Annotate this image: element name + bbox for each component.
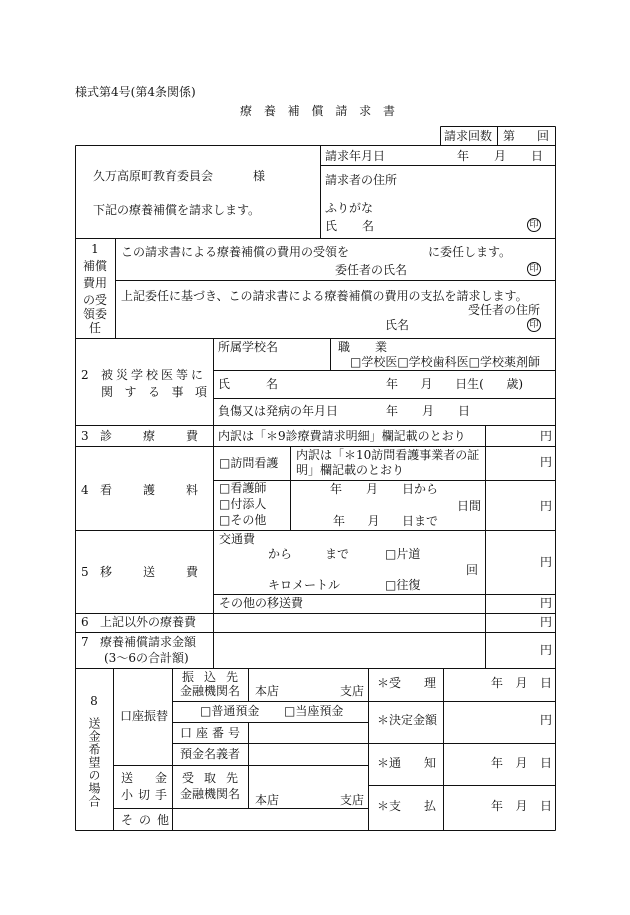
delegation-label-line: の受 — [82, 293, 107, 307]
claimant-seal-mark: 印 — [527, 218, 541, 232]
delegation-label-line: 1 — [91, 242, 99, 256]
account-transfer-label: 口座振替 — [120, 709, 169, 723]
school-label: 所属学校名 — [218, 340, 279, 354]
recipient-bank-label-line2: 金融機関名 — [180, 787, 241, 801]
other-expenses-label: 上記以外の療養費 — [100, 615, 197, 629]
total-sub-label: (3～6の合計額) — [104, 651, 189, 665]
fare-to-label: まで — [325, 547, 350, 561]
total-yen-unit: 円 — [540, 643, 553, 657]
caregiver-option: □看護師 — [219, 481, 267, 495]
office-decided-amount-label: ＊決定金額 — [377, 713, 438, 727]
one-way-checkbox-label: □片道 — [385, 547, 421, 561]
recipient-bank-label-line1: 受 取 先 — [182, 771, 238, 785]
delegation-label-line: 補償 — [82, 259, 107, 273]
transport-section-label: 移 送 費 — [100, 565, 198, 579]
claim-count-label: 請求回数 — [444, 129, 493, 143]
visiting-nursing-yen-unit: 円 — [540, 455, 553, 469]
account-holder-label: 預金名義者 — [180, 747, 241, 761]
victim-section-label-line2: 関 す る 事 項 — [101, 385, 207, 399]
delegate-seal-mark: 印 — [527, 318, 541, 332]
recipient-branch-label: 支店 — [340, 793, 365, 807]
remittance-check-label-line2: 小 切 手 — [121, 788, 167, 802]
fare-label: 交通費 — [219, 532, 256, 546]
visiting-nursing-detail-line1: 内訳は「＊10訪問看護事業者の証 — [296, 448, 480, 462]
delegation-label-line: 任 — [88, 321, 101, 335]
transfer-bank-label-line2: 金融機関名 — [180, 684, 241, 698]
office-received-ymd: 年 月 日 — [491, 676, 552, 690]
office-paid-label: ＊支 払 — [377, 799, 436, 813]
account-number-label: 口 座 番 号 — [180, 726, 240, 740]
delegation-statement-start: この請求書による療養補償の費用の受領を — [121, 245, 350, 259]
office-received-label: ＊受 理 — [377, 676, 436, 690]
claimant-furigana-label: ふりがな — [325, 201, 374, 215]
medical-section-number: 3 — [81, 429, 89, 443]
remittance-label: 送金希望の場合 — [87, 717, 101, 808]
other-expenses-number: 6 — [81, 615, 89, 629]
caregiver-option: □その他 — [219, 513, 267, 527]
delegate-address-label: 受任者の住所 — [468, 303, 541, 317]
delegation-statement-end: に委任します。 — [428, 245, 512, 259]
nursing-period-to: 年 月 日まで — [333, 514, 438, 528]
victim-section-label-line1: 被災学校医等に — [101, 368, 207, 382]
form-number: 様式第4号(第4条関係) — [75, 85, 196, 99]
medical-section-label: 診 療 費 — [100, 429, 198, 443]
request-statement: 下記の療養補償を請求します。 — [93, 203, 261, 217]
claim-count-value: 第 回 — [503, 129, 549, 143]
distance-unit: キロメートル — [268, 578, 341, 592]
transport-section-number: 5 — [81, 565, 89, 579]
victim-name-label: 氏 名 — [218, 377, 278, 391]
occupation-label: 職 業 — [338, 340, 387, 354]
total-number: 7 — [81, 635, 89, 649]
claimant-address-label: 請求者の住所 — [325, 173, 398, 187]
claimant-name-label: 氏 名 — [325, 219, 374, 233]
office-notified-ymd: 年 月 日 — [491, 756, 552, 770]
nursing-days-label: 日間 — [457, 499, 482, 513]
nursing-period-from: 年 月 日から — [330, 482, 438, 496]
transfer-bank-label-line1: 振 込 先 — [182, 670, 238, 684]
caregiver-option: □付添人 — [219, 497, 267, 511]
office-notified-label: ＊通 知 — [377, 756, 436, 770]
recipient-head-office-label: 本店 — [255, 793, 280, 807]
trip-count-unit: 回 — [466, 563, 479, 577]
account-type-option: □普通預金 — [200, 704, 260, 718]
claim-date-label: 請求年月日 — [325, 149, 386, 163]
delegation-label-line: 領委 — [82, 307, 107, 321]
medical-detail-note: 内訳は「＊9診療費請求明細」欄記載のとおり — [218, 429, 466, 443]
total-label: 療養補償請求金額 — [100, 635, 197, 649]
office-paid-ymd: 年 月 日 — [491, 799, 552, 813]
visiting-nursing-detail-line2: 明」欄記載のとおり — [296, 463, 405, 477]
nursing-section-number: 4 — [81, 483, 89, 497]
other-expenses-yen-unit: 円 — [540, 615, 553, 629]
round-trip-checkbox-label: □往復 — [385, 578, 421, 592]
fare-from-label: から — [268, 547, 293, 561]
addressee-honorific: 様 — [253, 169, 266, 183]
delegator-name-label: 委任者の氏名 — [335, 263, 408, 277]
transfer-branch-label: 支店 — [340, 684, 365, 698]
fare-yen-unit: 円 — [540, 555, 553, 569]
delegator-seal-mark: 印 — [527, 262, 541, 276]
office-decided-yen-unit: 円 — [540, 713, 553, 727]
remittance-check-label-line1: 送 金 — [121, 771, 167, 785]
delegation-label-line: 費用 — [82, 276, 107, 290]
transfer-head-office-label: 本店 — [255, 684, 280, 698]
claim-date-ymd: 年 月 日 — [457, 149, 543, 163]
birth-date-label: 年 月 日生( 歳) — [386, 377, 523, 391]
other-transport-label: その他の移送費 — [219, 596, 304, 610]
form-title: 療 養 補 償 請 求 書 — [240, 104, 395, 118]
injury-date-ymd: 年 月 日 — [386, 404, 470, 418]
nursing-section-label: 看 護 料 — [100, 483, 198, 497]
account-type-option: □当座預金 — [284, 704, 344, 718]
addressee-name: 久万高原町教育委員会 — [93, 169, 214, 183]
visiting-nursing-checkbox-label: □訪問看護 — [219, 456, 279, 470]
remittance-other-label: そ の 他 — [121, 813, 169, 827]
medical-yen-unit: 円 — [540, 429, 553, 443]
delegate-name-label: 氏名 — [385, 318, 410, 332]
other-transport-yen-unit: 円 — [540, 596, 553, 610]
injury-date-label: 負傷又は発病の年月日 — [218, 404, 339, 418]
delegate-payment-statement: 上記委任に基づき、この請求書による療養補償の費用の支払を請求します。 — [121, 289, 528, 303]
occupation-options: □学校医□学校歯科医□学校薬剤師 — [350, 355, 541, 369]
remittance-number: 8 — [90, 694, 98, 708]
victim-section-number: 2 — [81, 368, 89, 382]
caregiver-yen-unit: 円 — [540, 499, 553, 513]
